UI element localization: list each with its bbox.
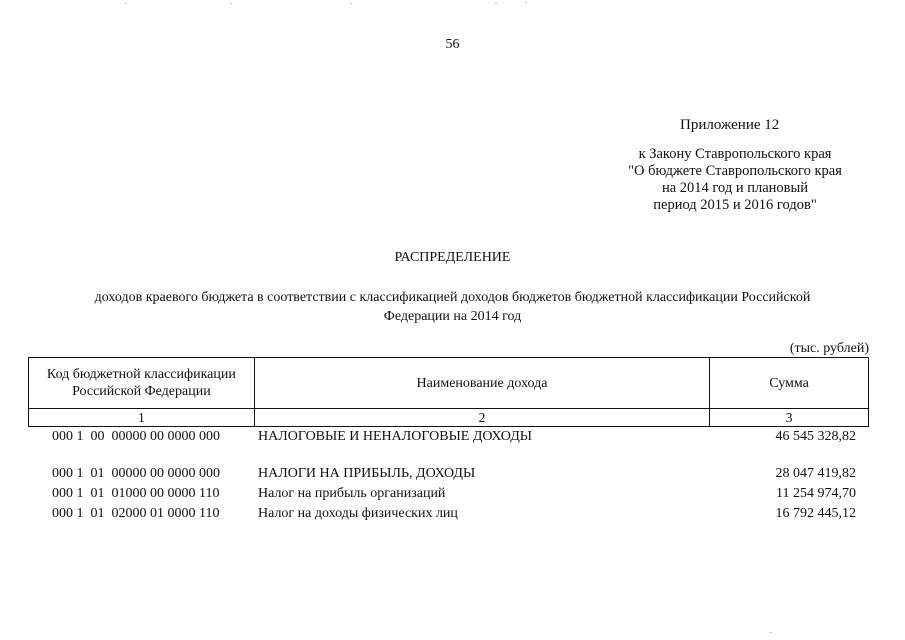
header-code-line: Российской Федерации: [72, 384, 211, 399]
page-number: 56: [445, 37, 460, 52]
subtitle-line: Федерации на 2014 год: [383, 309, 522, 324]
document-subtitle: [40, 288, 865, 326]
row-amount: 11 254 974,70: [776, 486, 856, 501]
row-amount: 28 047 419,82: [775, 466, 856, 481]
row-code: 000 1 01 00000 00 0000 000: [52, 466, 220, 481]
row-name: Налог на прибыль организаций: [258, 486, 446, 501]
header-sum: Сумма: [710, 358, 869, 409]
header-code: [29, 358, 255, 409]
row-name: НАЛОГИ НА ПРИБЫЛЬ, ДОХОДЫ: [258, 466, 476, 481]
header-row: [29, 358, 869, 409]
scan-speck: [350, 3, 352, 4]
column-number-row: [29, 409, 869, 427]
column-number: 2: [254, 409, 709, 427]
row-code: 000 1 01 01000 00 0000 110: [52, 486, 220, 501]
row-amount: 46 545 328,82: [775, 429, 856, 444]
law-reference-line: "О бюджете Ставропольского края: [628, 163, 842, 179]
scan-speck: [525, 2, 527, 3]
appendix-label: Приложение 12: [680, 117, 780, 133]
law-reference-line: период 2015 и 2016 годов": [653, 197, 817, 213]
law-reference-line: на 2014 год и плановый: [661, 180, 809, 196]
row-name: Налог на доходы физических лиц: [258, 506, 458, 521]
scan-speck: [230, 3, 232, 4]
table-row: [0, 506, 905, 524]
row-code: 000 1 00 00000 00 0000 000: [52, 429, 220, 444]
table-row: [0, 429, 905, 447]
table-header: [28, 357, 869, 427]
row-name: НАЛОГОВЫЕ И НЕНАЛОГОВЫЕ ДОХОДЫ: [258, 429, 532, 444]
scan-speck: [770, 632, 772, 633]
header-name: Наименование дохода: [254, 358, 709, 409]
table-row: [0, 486, 905, 504]
law-reference-line: к Закону Ставропольского края: [638, 146, 832, 162]
document-title: РАСПРЕДЕЛЕНИЕ: [394, 250, 511, 265]
law-reference: [600, 146, 870, 214]
subtitle-line: доходов краевого бюджета в соответствии с классификацией доходов бюджетов бюджетной классификации Российской: [94, 290, 811, 305]
scan-speck: [125, 3, 127, 4]
column-number: 3: [710, 409, 869, 427]
units-label: (тыс. рублей): [789, 341, 869, 356]
scan-speck: [495, 3, 497, 4]
table-row: [0, 466, 905, 484]
row-code: 000 1 01 02000 01 0000 110: [52, 506, 220, 521]
row-amount: 16 792 445,12: [775, 506, 856, 521]
column-number: 1: [29, 409, 255, 427]
header-code-line: Код бюджетной классификации: [46, 367, 236, 382]
